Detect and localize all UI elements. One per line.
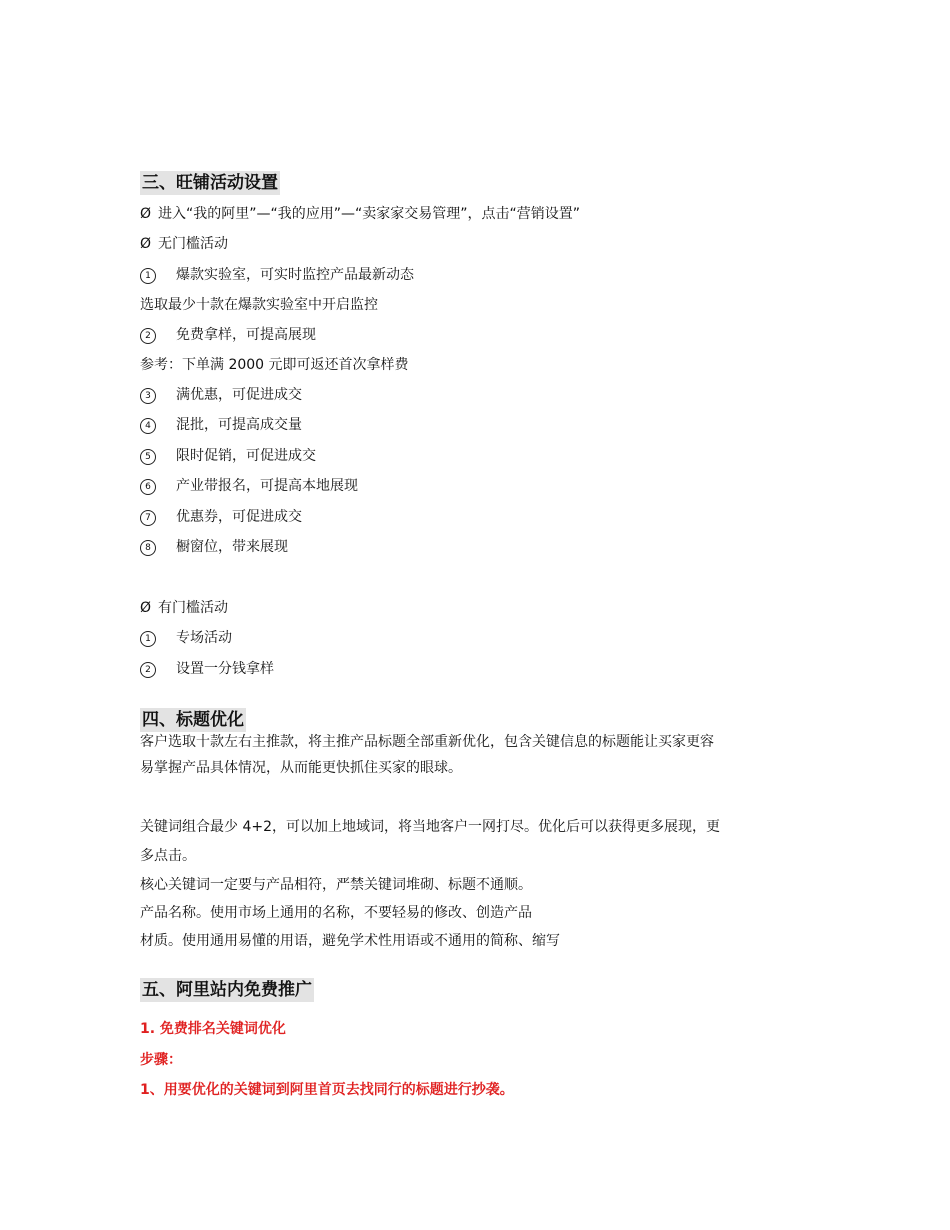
- paragraph-line: 核心关键词一定要与产品相符，严禁关键词堆砌、标题不通顺。: [140, 877, 532, 893]
- paragraph-line: 易掌握产品具体情况，从而能更快抓住买家的眼球。: [140, 760, 462, 776]
- circled-number-icon: 1: [140, 268, 156, 284]
- bullet-line: [140, 234, 228, 254]
- circled-number-icon: 6: [140, 479, 156, 495]
- note-line: 选取最少十款在爆款实验室中开启监控: [140, 297, 378, 313]
- list-item: [140, 659, 274, 679]
- list-item: [140, 628, 232, 648]
- circled-number-icon: 2: [140, 328, 156, 344]
- list-item-text: 混批，可提高成交量: [176, 417, 302, 433]
- section-4-heading: 四、标题优化: [142, 710, 244, 730]
- list-item-text: 橱窗位，带来展现: [176, 539, 288, 555]
- paragraph-line: 客户选取十款左右主推款，将主推产品标题全部重新优化，包含关键信息的标题能让买家更容: [140, 734, 714, 750]
- circled-number-icon: 5: [140, 449, 156, 465]
- note-line: 参考：下单满 2000 元即可返还首次拿样费: [140, 357, 409, 373]
- list-item-text: 产业带报名，可提高本地展现: [176, 478, 358, 494]
- circled-number-icon: 8: [140, 540, 156, 556]
- list-item-text: 专场活动: [176, 630, 232, 646]
- list-item: [140, 446, 316, 466]
- bullet-line: [140, 204, 580, 224]
- bullet-text: 进入“我的阿里”—“我的应用”—“卖家家交易管理”，点击“营销设置”: [158, 206, 581, 222]
- list-item-text: 爆款实验室，可实时监控产品最新动态: [176, 267, 414, 283]
- list-item-text: 设置一分钱拿样: [176, 661, 274, 677]
- circled-number-icon: 7: [140, 510, 156, 526]
- list-item-text: 优惠券，可促进成交: [176, 509, 302, 525]
- bullet-line: [140, 598, 228, 618]
- circled-number-icon: 2: [140, 662, 156, 678]
- red-subheading: 1. 免费排名关键词优化: [140, 1021, 286, 1037]
- bullet-icon: Ø: [140, 600, 152, 616]
- bullet-text: 有门槛活动: [158, 600, 228, 616]
- list-item-text: 限时促销，可促进成交: [176, 448, 316, 464]
- list-item: [140, 507, 302, 527]
- paragraph-line: 材质。使用通用易懂的用语，避免学术性用语或不通用的简称、缩写: [140, 933, 560, 949]
- paragraph-line: 多点击。: [140, 848, 196, 864]
- list-item: [140, 415, 302, 435]
- list-item: [140, 476, 358, 496]
- list-item-text: 免费拿样，可提高展现: [176, 327, 316, 343]
- paragraph-line: 产品名称。使用市场上通用的名称，不要轻易的修改、创造产品: [140, 905, 532, 921]
- circled-number-icon: 3: [140, 388, 156, 404]
- list-item: [140, 385, 302, 405]
- red-steps-label: 步骤：: [140, 1052, 182, 1068]
- list-item: [140, 265, 414, 285]
- circled-number-icon: 4: [140, 418, 156, 434]
- list-item: [140, 325, 316, 345]
- red-step-text: 1、用要优化的关键词到阿里首页去找同行的标题进行抄袭。: [140, 1082, 514, 1098]
- circled-number-icon: 1: [140, 631, 156, 647]
- list-item: [140, 537, 288, 557]
- bullet-icon: Ø: [140, 206, 152, 222]
- section-5-heading: 五、阿里站内免费推广: [142, 980, 312, 1000]
- bullet-icon: Ø: [140, 236, 152, 252]
- paragraph-line: 关键词组合最少 4+2，可以加上地域词，将当地客户一网打尽。优化后可以获得更多展现，更: [140, 819, 720, 835]
- bullet-text: 无门槛活动: [158, 236, 228, 252]
- section-3-heading: 三、旺铺活动设置: [142, 173, 278, 193]
- list-item-text: 满优惠，可促进成交: [176, 387, 302, 403]
